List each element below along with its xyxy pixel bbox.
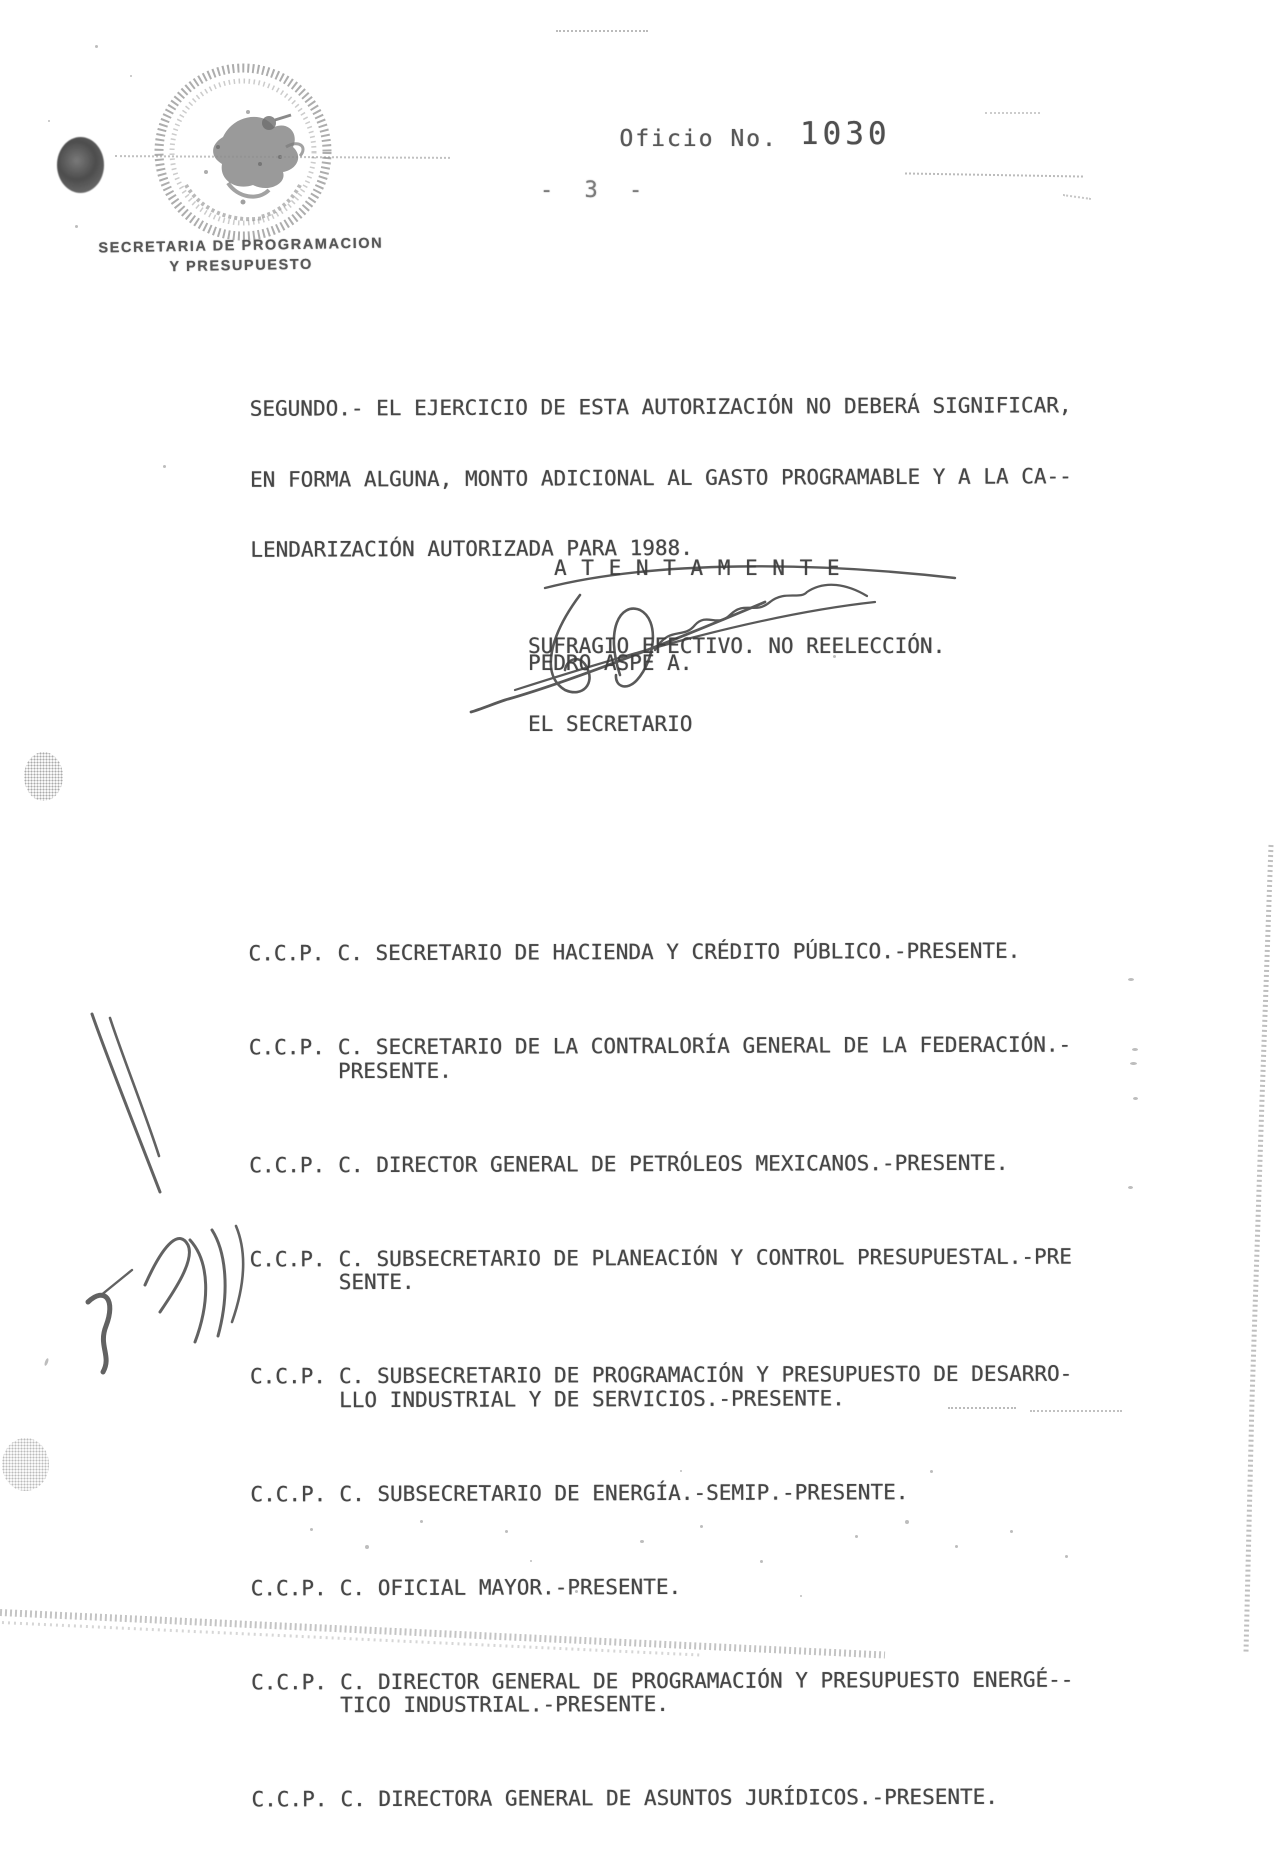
salutation: A T E N T A M E N T E — [554, 556, 841, 580]
noise-dot — [95, 45, 98, 48]
noise-dot — [905, 1520, 909, 1524]
cc-line: C. SUBSECRETARIO DE PLANEACIÓN Y CONTROL PRESUPUESTAL.-PRE — [338, 1244, 1072, 1271]
cc-line: SENTE. — [338, 1269, 415, 1295]
cc-label: C.C.P. — [249, 1152, 326, 1177]
motto: SUFRAGIO EFECTIVO. NO REELECCIÓN. — [528, 634, 946, 658]
noise-dot — [48, 120, 50, 122]
noise-dot — [75, 225, 78, 228]
cc-label: C.C.P. — [249, 1246, 326, 1271]
noise-dot — [833, 655, 836, 658]
cc-label: C.C.P. — [251, 1669, 327, 1694]
noise-dot — [505, 1530, 508, 1533]
noise-dot — [1130, 1062, 1137, 1065]
noise-dot — [130, 75, 132, 77]
cc-label: C.C.P. — [249, 1364, 326, 1389]
agency-line2: Y PRESUPUESTO — [169, 256, 314, 276]
signer-title: EL SECRETARIO — [528, 712, 693, 736]
cc-line: C. DIRECTOR GENERAL DE PROGRAMACIÓN Y PRESUPUESTO ENERGÉ-- — [340, 1667, 1074, 1694]
signer-name: PEDRO ASPE A. — [528, 651, 693, 675]
cc-label: C.C.P. — [250, 1575, 327, 1600]
noise-dot — [575, 1590, 578, 1593]
noise-dot — [1128, 1186, 1133, 1189]
noise-dot — [700, 1525, 703, 1528]
noise-dot — [310, 1528, 313, 1531]
noise-dot — [800, 1595, 802, 1597]
noise-dot — [1010, 1530, 1013, 1533]
page-number: - 3 - — [540, 178, 652, 203]
paragraph-line: SEGUNDO.- EL EJERCICIO DE ESTA AUTORIZACIÓN NO DEBERÁ SIGNIFICAR, — [249, 393, 1072, 421]
noise-dot — [420, 1520, 423, 1523]
cc-item — [251, 1786, 1073, 1812]
cc-line: C. DIRECTOR GENERAL DE PETRÓLEOS MEXICANOS.-PRESENTE. — [338, 1150, 1009, 1177]
cc-line: LLO INDUSTRIAL Y DE SERVICIOS.-PRESENTE. — [339, 1385, 845, 1412]
noise-dot — [1133, 1097, 1138, 1100]
cc-line: C. DIRECTORA GENERAL DE ASUNTOS JURÍDICOS.-PRESENTE. — [340, 1784, 998, 1812]
noise-dot — [1128, 978, 1134, 981]
cc-line: C. SECRETARIO DE LA CONTRALORÍA GENERAL DE LA FEDERACIÓN.- — [337, 1032, 1072, 1060]
paragraph-line: EN FORMA ALGUNA, MONTO ADICIONAL AL GASTO PROGRAMABLE Y A LA CA-- — [249, 463, 1072, 492]
cc-line: C. SUBSECRETARIO DE ENERGÍA.-SEMIP.-PRESENTE. — [339, 1479, 909, 1506]
cc-label: C.C.P. — [250, 1481, 327, 1506]
noise-dot — [1065, 1555, 1068, 1558]
cc-label: C.C.P. — [248, 941, 325, 966]
noise-dot — [640, 1540, 644, 1543]
cc-lines — [340, 1668, 1073, 1718]
noise-dot — [955, 1545, 958, 1548]
cc-lines — [340, 1786, 1073, 1812]
cc-line: C. OFICIAL MAYOR.-PRESENTE. — [339, 1574, 682, 1600]
oficio-label: Oficio No. — [619, 126, 778, 152]
cc-line: TICO INDUSTRIAL.-PRESENTE. — [340, 1691, 669, 1718]
noise-dot — [930, 1470, 933, 1473]
noise-dot — [530, 1560, 532, 1562]
agency-line1: SECRETARIA DE PROGRAMACION — [98, 235, 384, 257]
noise-dot — [760, 1560, 763, 1563]
cc-item — [251, 1668, 1073, 1718]
cc-line: PRESENTE. — [337, 1058, 452, 1083]
noise-dot — [365, 1545, 369, 1549]
cc-line: C. SUBSECRETARIO DE PROGRAMACIÓN Y PRESUPUESTO DE DESARRO- — [338, 1361, 1073, 1389]
cc-line: C. SECRETARIO DE HACIENDA Y CRÉDITO PÚBLICO.-PRESENTE. — [337, 938, 1021, 966]
noise-dot — [1132, 1048, 1138, 1051]
cc-label: C.C.P. — [251, 1787, 328, 1812]
paragraph-line: LENDARIZACIÓN AUTORIZADA PARA 1988. — [250, 535, 693, 562]
cc-label: C.C.P. — [248, 1035, 325, 1060]
noise-dot — [163, 465, 166, 468]
oficio-number: 1030 — [799, 116, 891, 152]
noise-dot — [680, 1470, 682, 1472]
noise-dot — [855, 1535, 858, 1538]
